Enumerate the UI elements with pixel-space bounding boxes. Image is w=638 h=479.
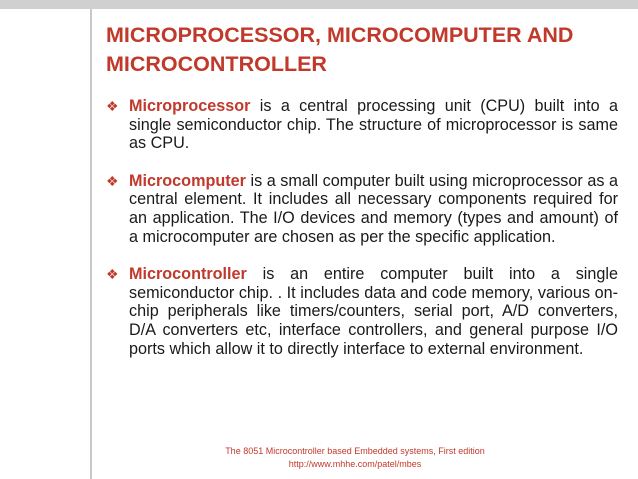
slide-title: MICROPROCESSOR, MICROCOMPUTER AND MICROCONTROLLER: [106, 23, 574, 76]
bullet-term: Microcontroller: [129, 265, 247, 284]
top-strip: [0, 0, 638, 9]
footer-citation: [185, 445, 525, 471]
bullet-term: Microcomputer: [129, 171, 246, 190]
bullet-text: is a central processing unit (CPU) built into a single semiconductor chip. The structure of microprocessor is same as CPU.: [129, 97, 618, 153]
footer-line-1: The 8051 Microcontroller based Embedded systems, First edition: [225, 446, 485, 456]
diamond-bullet-icon: ❖: [106, 98, 119, 114]
bullet-microcomputer: [106, 172, 618, 246]
footer-line-2: http://www.mhhe.com/patel/mbes: [288, 459, 422, 469]
bullet-text: is a small computer built using microprocessor as a central element. It includes all necessary components required for an application. The I/O devices and memory (types and amount) of a microcomputer are chosen as per the specific application.: [129, 171, 618, 246]
bullet-list: [106, 97, 618, 377]
bullet-term: Microprocessor: [129, 97, 251, 115]
diamond-bullet-icon: ❖: [106, 266, 119, 283]
bullet-microcontroller: [106, 265, 618, 358]
bullet-microprocessor: [106, 97, 618, 153]
bullet-text: is an entire computer built into a single semiconductor chip. . It includes data and code memory, various on-chip peripherals like timers/counters, serial port, A/D converters, D/A converters etc, interface controllers, and general purpose I/O ports which allow it to directly interface to external environment.: [129, 265, 618, 358]
diamond-bullet-icon: ❖: [106, 172, 119, 189]
left-rule-divider: [90, 9, 92, 479]
